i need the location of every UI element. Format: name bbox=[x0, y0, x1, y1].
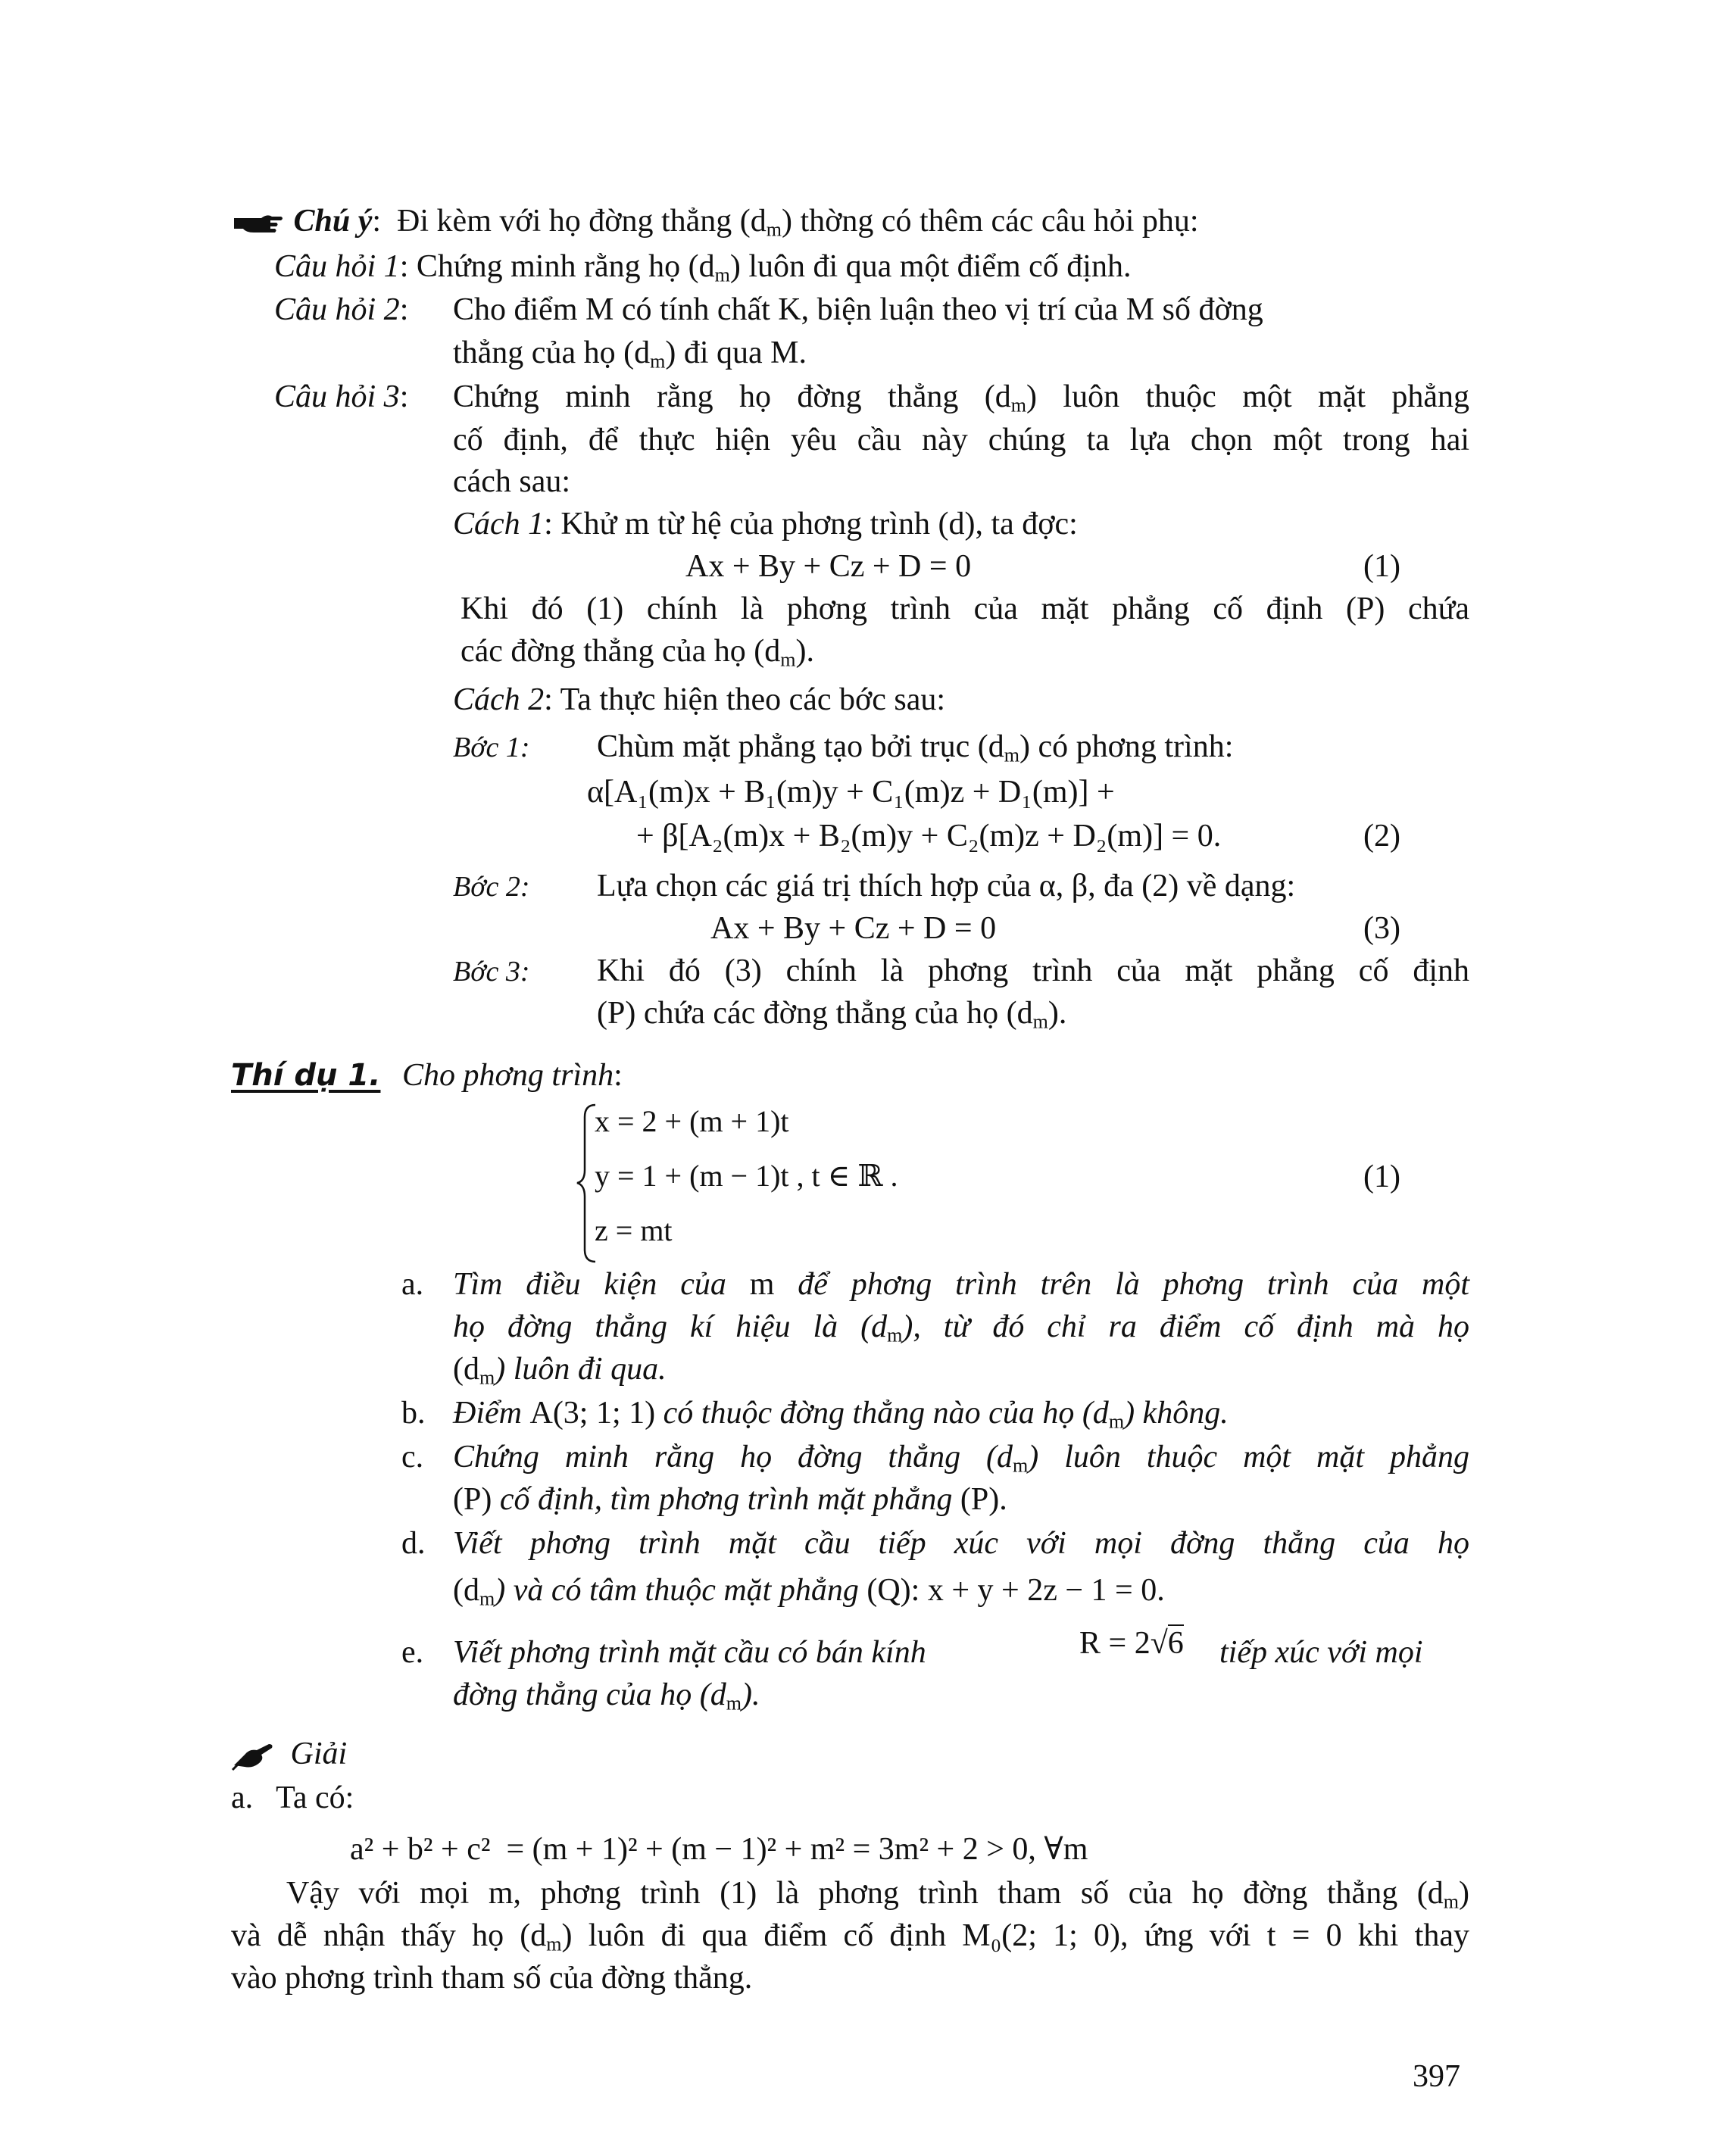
system-line-y: y = 1 + (m − 1)t , t ∈ ℝ . bbox=[595, 1159, 898, 1193]
solution-a: a. Ta có: bbox=[231, 1780, 354, 1815]
part-e-line2: đờng thẳng của họ $(d_m)$. bbox=[453, 1677, 760, 1715]
step-1-text: Chùm mặt phẳng tạo bởi trục $(d_m)$ có phơng trình: bbox=[597, 729, 1234, 766]
way-1: Cách 1: Khử m từ hệ của phơng trình (d), ta đợc: bbox=[453, 507, 1078, 541]
question-1: Câu hỏi 1: Chứng minh rằng họ $(d_m)$ luôn đi qua một điểm cố định. bbox=[274, 249, 1132, 286]
way-1-equation: Ax + By + Cz + D = 0 bbox=[685, 549, 972, 584]
part-c-label: c. bbox=[401, 1440, 424, 1475]
equation-2-line1: α[A₁(m)x + B₁(m)y + C₁(m)z + D₁(m)] + bbox=[587, 775, 1115, 810]
note-line: Chú ý: Đi kèm với họ đờng thẳng $(d_m)$ thờng có thêm các câu hỏi phụ: bbox=[231, 203, 1199, 239]
step-3-label: Bớc 3: bbox=[453, 956, 530, 988]
part-d-label: d. bbox=[401, 1526, 426, 1561]
page-number: 397 bbox=[1413, 2059, 1460, 2094]
part-e-line1-a: Viết phơng trình mặt cầu có bán kính bbox=[453, 1635, 926, 1670]
note-label: Chú ý bbox=[293, 204, 373, 239]
solution-paragraph-line3: vào phơng trình tham số của đờng thẳng. bbox=[231, 1961, 753, 1996]
equation-3-number: (3) bbox=[1363, 911, 1400, 946]
part-c-line1: Chứng minh rằng họ đờng thẳng $(d_m)$ luôn thuộc một mặt phẳng bbox=[453, 1440, 1469, 1477]
question-2-line2: thẳng của họ $(d_m)$ đi qua M. bbox=[453, 335, 807, 373]
part-a-line1: Tìm điều kiện của m để phơng trình trên là phơng trình của một bbox=[453, 1267, 1470, 1302]
solution-equation: a² + b² + c² = (m + 1)² + (m − 1)² + m² = 3m² + 2 > 0, ∀m bbox=[350, 1832, 1088, 1867]
part-b-text: Điểm A(3; 1; 1) có thuộc đờng thẳng nào của họ $(d_m)$ không. bbox=[453, 1396, 1229, 1433]
part-a-line3: $(d_m)$ luôn đi qua. bbox=[453, 1352, 667, 1389]
way-2: Cách 2: Ta thực hiện theo các bớc sau: bbox=[453, 682, 946, 717]
way-1-equation-number: (1) bbox=[1363, 549, 1400, 584]
part-e-line1-b: tiếp xúc với mọi bbox=[1219, 1635, 1423, 1670]
part-c-line2: (P) cố định, tìm phơng trình mặt phẳng (P). bbox=[453, 1482, 1007, 1517]
step-1-label: Bớc 1: bbox=[453, 732, 530, 763]
square-root-icon: √ bbox=[1150, 1626, 1168, 1661]
system-number: (1) bbox=[1363, 1159, 1400, 1194]
step-3-line2: (P) chứa các đờng thẳng của họ $(d_m)$. bbox=[597, 996, 1067, 1033]
example-heading-line: Thí dụ 1. Cho phơng trình: bbox=[231, 1058, 623, 1093]
part-b-label: b. bbox=[401, 1396, 426, 1431]
question-2-line1: Cho điểm M có tính chất K, biện luận theo vị trí của M số đờng bbox=[453, 292, 1263, 327]
question-3-label: Câu hỏi 3: bbox=[274, 379, 409, 414]
way-1-line1: Khi đó (1) chính là phơng trình của mặt phẳng cố định (P) chứa bbox=[461, 591, 1469, 626]
part-a-label: a. bbox=[401, 1267, 424, 1302]
question-3-line3: cách sau: bbox=[453, 464, 571, 499]
system-line-x: x = 2 + (m + 1)t bbox=[595, 1104, 789, 1138]
step-3-line1: Khi đó (3) chính là phơng trình của mặt phẳng cố định bbox=[597, 953, 1469, 988]
part-d-line2: $(d_m)$ và có tâm thuộc mặt phẳng (Q): x + y + 2z − 1 = 0. bbox=[453, 1573, 1165, 1610]
system-line-z: z = mt bbox=[595, 1213, 673, 1247]
solution-paragraph-line2: và dễ nhận thấy họ $(d_m)$ luôn đi qua điểm cố định M₀(2; 1; 0), ứng với t = 0 khi thay bbox=[231, 1918, 1469, 1955]
question-3-line1: Chứng minh rằng họ đờng thẳng $(d_m)$ luôn thuộc một mặt phẳng bbox=[453, 379, 1469, 417]
equation-2-line2: + β[A₂(m)x + B₂(m)y + C₂(m)z + D₂(m)] = 0. bbox=[636, 819, 1222, 853]
step-2-text: Lựa chọn các giá trị thích hợp của α, β, đa (2) về dạng: bbox=[597, 869, 1296, 903]
example-heading: Thí dụ 1. bbox=[231, 1058, 381, 1093]
equation-3: Ax + By + Cz + D = 0 bbox=[710, 911, 997, 946]
part-d-line1: Viết phơng trình mặt cầu tiếp xúc với mọi đờng thẳng của họ bbox=[453, 1526, 1469, 1561]
step-2-label: Bớc 2: bbox=[453, 871, 530, 903]
solution-paragraph-line1: Vậy với mọi m, phơng trình (1) là phơng trình tham số của họ đờng thẳng $(d_m)$ bbox=[286, 1876, 1469, 1913]
part-e-radius: R = 2√6 bbox=[1079, 1626, 1184, 1661]
equation-2-number: (2) bbox=[1363, 819, 1400, 853]
pointing-hand-icon bbox=[231, 210, 286, 237]
writing-hand-icon bbox=[231, 1741, 276, 1771]
question-3-line2: cố định, để thực hiện yêu cầu này chúng ta lựa chọn một trong hai bbox=[453, 423, 1469, 457]
solution-heading: Giải bbox=[231, 1736, 347, 1772]
question-2-label: Câu hỏi 2: bbox=[274, 292, 409, 327]
part-a-line2: họ đờng thẳng kí hiệu là $(d_m)$, từ đó chỉ ra điểm cố định mà họ bbox=[453, 1309, 1469, 1347]
way-1-line2: các đờng thẳng của họ $(d_m)$. bbox=[461, 634, 814, 671]
part-e-label: e. bbox=[401, 1635, 424, 1670]
